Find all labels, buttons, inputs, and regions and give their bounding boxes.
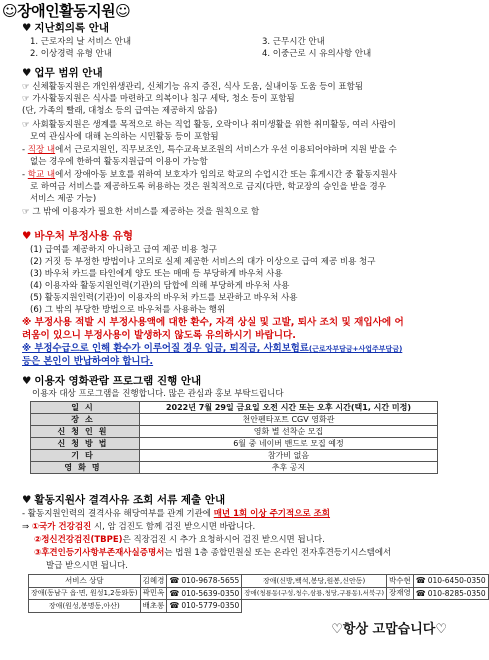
- table-row: [31, 438, 438, 450]
- meeting-item-1: 1. 근로자의 날 서비스 안내: [30, 37, 132, 47]
- disq-line-1: - 활동지원인력의 결격사유 해당여부를 관계 기관에 매년 1회 이상 주기적으로 조회: [22, 509, 331, 519]
- refund-warning-line-1: ※ 부정수급으로 인해 환수가 이루어질 경우 임금, 퇴직금, 사회보험료(근로자부담금+사업주부담금): [22, 343, 403, 354]
- contact-phone-number: 010-5779-0350: [181, 601, 240, 611]
- disq-line-4: ③후견인등기사항부존재사실증명서는 법원 1층 종합민원실 또는 온라인 전자후견등기시스템에서: [34, 548, 392, 558]
- phone-icon: ☎: [169, 588, 180, 598]
- scope-line: - 직장 내에서 근로지원인, 직무보조인, 특수교육보조원의 서비스가 우선 이용되어야하며 지원 받을 수: [22, 145, 397, 155]
- row-value: 영화 별 선착순 모집: [140, 426, 438, 438]
- contact-area: 장애(동남구 읍·면, 원성1,2동와동): [29, 587, 141, 600]
- scope-line: 로 하여금 서비스를 제공하도록 허용하는 것은 원칙적으로 금지(다만, 학교장의 승인을 받을 경우: [30, 182, 386, 192]
- fraud-item: (1) 급여를 제공하지 아니하고 급여 제공 비용 청구: [30, 245, 217, 255]
- contact-name: 장재영: [387, 587, 414, 600]
- table-row: [29, 600, 489, 613]
- phone-icon: ☎: [169, 576, 180, 585]
- contact-phone-number: 010-8285-0350: [427, 588, 486, 598]
- table-row: [31, 462, 438, 474]
- heart-icon: ♥: [22, 494, 32, 506]
- contact-phone: [413, 575, 488, 588]
- heart-icon: ♥: [22, 375, 32, 387]
- meeting-item-2: 2. 이상경력 유형 안내: [30, 49, 112, 59]
- phone-icon: ☎: [415, 576, 426, 585]
- meeting-item-4: 4. 이중근로 시 유의사항 안내: [262, 49, 372, 59]
- refund-warning-line-2: 등은 본인이 반납하여야 합니다.: [22, 356, 154, 367]
- section-heading-scope: ♥ 업무 범위 안내: [22, 67, 103, 79]
- disq-line-3: ②정신건강검진(TBPE)은 직장검진 시 추가 요청하시어 검진 받으시면 됩니다.: [34, 535, 325, 545]
- scope-line: - 학교 내에서 장애아동 보호를 위하여 보호자가 임의로 학교의 수업시간 또는 휴게시간 중 활동지원사: [22, 170, 397, 180]
- row-value: 2022년 7월 29일 금요일 오전 시간 또는 오후 시간(택1, 시간 미정): [140, 402, 438, 414]
- contact-phone-number: 010-5639-0350: [181, 588, 240, 598]
- contact-name: 곽민옥: [140, 587, 167, 600]
- scope-line: (단, 가족의 빨래, 대청소 등의 급여는 제공하지 않음): [22, 106, 218, 116]
- scope-line: 모여 관심사에 대해 논의하는 시민활동 등이 포함됨: [30, 132, 219, 142]
- section-heading-fraud: ♥ 바우처 부정사용 유형: [22, 230, 134, 242]
- contact-area: 장애(청룡동(구성,청수,삼룡,청당,구룡동),서북구): [242, 587, 387, 600]
- fraud-item: (5) 활동지원인력(기관)이 이용자의 바우처 카드를 보관하고 바우처 사용: [30, 293, 298, 303]
- heart-icon: ♥: [22, 67, 32, 79]
- fraud-item: (3) 바우처 카드를 타인에게 양도 또는 매매 등 부당하게 바우처 사용: [30, 269, 283, 279]
- section-heading-disqualification: ♥ 활동지원사 결격사유 조회 서류 제출 안내: [22, 494, 226, 506]
- scope-line: 없는 경우에 한하여 활동지원급여 이용이 가능함: [30, 157, 208, 167]
- row-value: 6월 중 네이버 밴드로 모집 예정: [140, 438, 438, 450]
- contact-name: 배초롱: [140, 600, 167, 613]
- meeting-item-3: 3. 근무시간 안내: [262, 37, 325, 47]
- contact-phone: [167, 575, 242, 588]
- disq-line-2: ⇒ ①국가 건강검진 시, 암 검진도 함께 검진 받으시면 바랍니다.: [22, 522, 256, 532]
- fraud-warning-line-1: ※ 부정사용 적발 시 부정사용액에 대한 환수, 자격 상실 및 고발, 퇴사 조치 및 재입사에 어: [22, 317, 404, 328]
- fraud-item: (2) 거짓 등 부정한 방법이나 고의로 실제 제공한 서비스의 대가 이상으로 급여 제공 비용 청구: [30, 257, 376, 267]
- contact-name: 김혜경: [140, 575, 167, 588]
- scope-line: ☞ 가사활동지원은 식사를 마련하고 의복이나 침구 세탁, 청소 등이 포함됨: [22, 94, 295, 104]
- table-row: [31, 426, 438, 438]
- heart-icon: ♥: [22, 230, 32, 242]
- scope-line: ☞ 신체활동지원은 개인위생관리, 신체기능 유지 증진, 식사 도움, 실내이동 도움 등이 표함됨: [22, 82, 364, 92]
- table-row: [29, 575, 489, 588]
- row-label: 장소: [31, 414, 140, 426]
- contact-phone: [167, 587, 242, 600]
- row-label: 신청인원: [31, 426, 140, 438]
- contact-phone: [167, 600, 242, 613]
- scope-line: ☞ 그 밖에 이용자가 필요한 서비스를 제공하는 것을 원칙으로 함: [22, 207, 260, 217]
- highlight-text: 학교 내: [27, 170, 56, 180]
- phone-icon: ☎: [415, 588, 426, 598]
- fraud-item: (6) 그 밖의 부당한 방법으로 바우처를 사용하는 행위: [30, 305, 226, 315]
- heart-icon: ♥: [22, 22, 32, 34]
- footer-thanks: ♡항상 고맙습니다♡: [331, 621, 447, 637]
- highlight-text: 직장 내: [27, 145, 56, 155]
- row-label: 기타: [31, 450, 140, 462]
- contact-area: 장애(신방,백석,봉당,원봉,신안동): [242, 575, 387, 588]
- phone-icon: ☎: [169, 601, 180, 611]
- disq-line-5: 발급 받으시면 됩니다.: [46, 561, 129, 571]
- table-row: [29, 587, 489, 600]
- page-title: ☺장애인활동지원☺: [2, 2, 131, 20]
- fraud-item: (4) 이용자와 활동지원인력(기관)의 담합에 의해 부당하게 바우처 사용: [30, 281, 290, 291]
- row-value: 천안펜타포트 CGV 영화관: [140, 414, 438, 426]
- row-value: 추후 공지: [140, 462, 438, 474]
- scope-line: 서비스 제공 가능): [30, 194, 97, 204]
- table-row: [31, 450, 438, 462]
- table-row: [31, 402, 438, 414]
- section-heading-meeting: ♥ 지난회의록 안내: [22, 22, 110, 34]
- contact-phone: [413, 587, 488, 600]
- contacts-table: [28, 574, 489, 613]
- section-heading-movie: ♥ 이용자 영화관람 프로그램 진행 안내: [22, 375, 202, 387]
- row-label: 일시: [31, 402, 140, 414]
- row-label: 영화명: [31, 462, 140, 474]
- row-value: 참가비 없음: [140, 450, 438, 462]
- row-label: 신청방법: [31, 438, 140, 450]
- contact-area: 장애(원성,봉명동,아산): [29, 600, 141, 613]
- fraud-warning-line-2: 려움이 있으니 부정사용이 발생하지 않도록 유의하시기 바랍니다.: [22, 330, 296, 341]
- contact-phone-number: 010-6450-0350: [427, 576, 486, 585]
- scope-line: ☞ 사회활동지원은 생계를 목적으로 하는 직업 활동, 오락이나 취미생활을 위한 취미활동, 여러 사람이: [22, 120, 396, 130]
- contact-area: 서비스 상담: [29, 575, 141, 588]
- table-row: [31, 414, 438, 426]
- movie-info-table: [30, 401, 438, 474]
- contact-name: 박수현: [387, 575, 414, 588]
- movie-intro: 이용자 대상 프로그램을 진행합니다. 많은 관심과 홍보 부탁드립니다: [32, 389, 284, 399]
- contact-phone-number: 010-9678-5655: [181, 576, 240, 585]
